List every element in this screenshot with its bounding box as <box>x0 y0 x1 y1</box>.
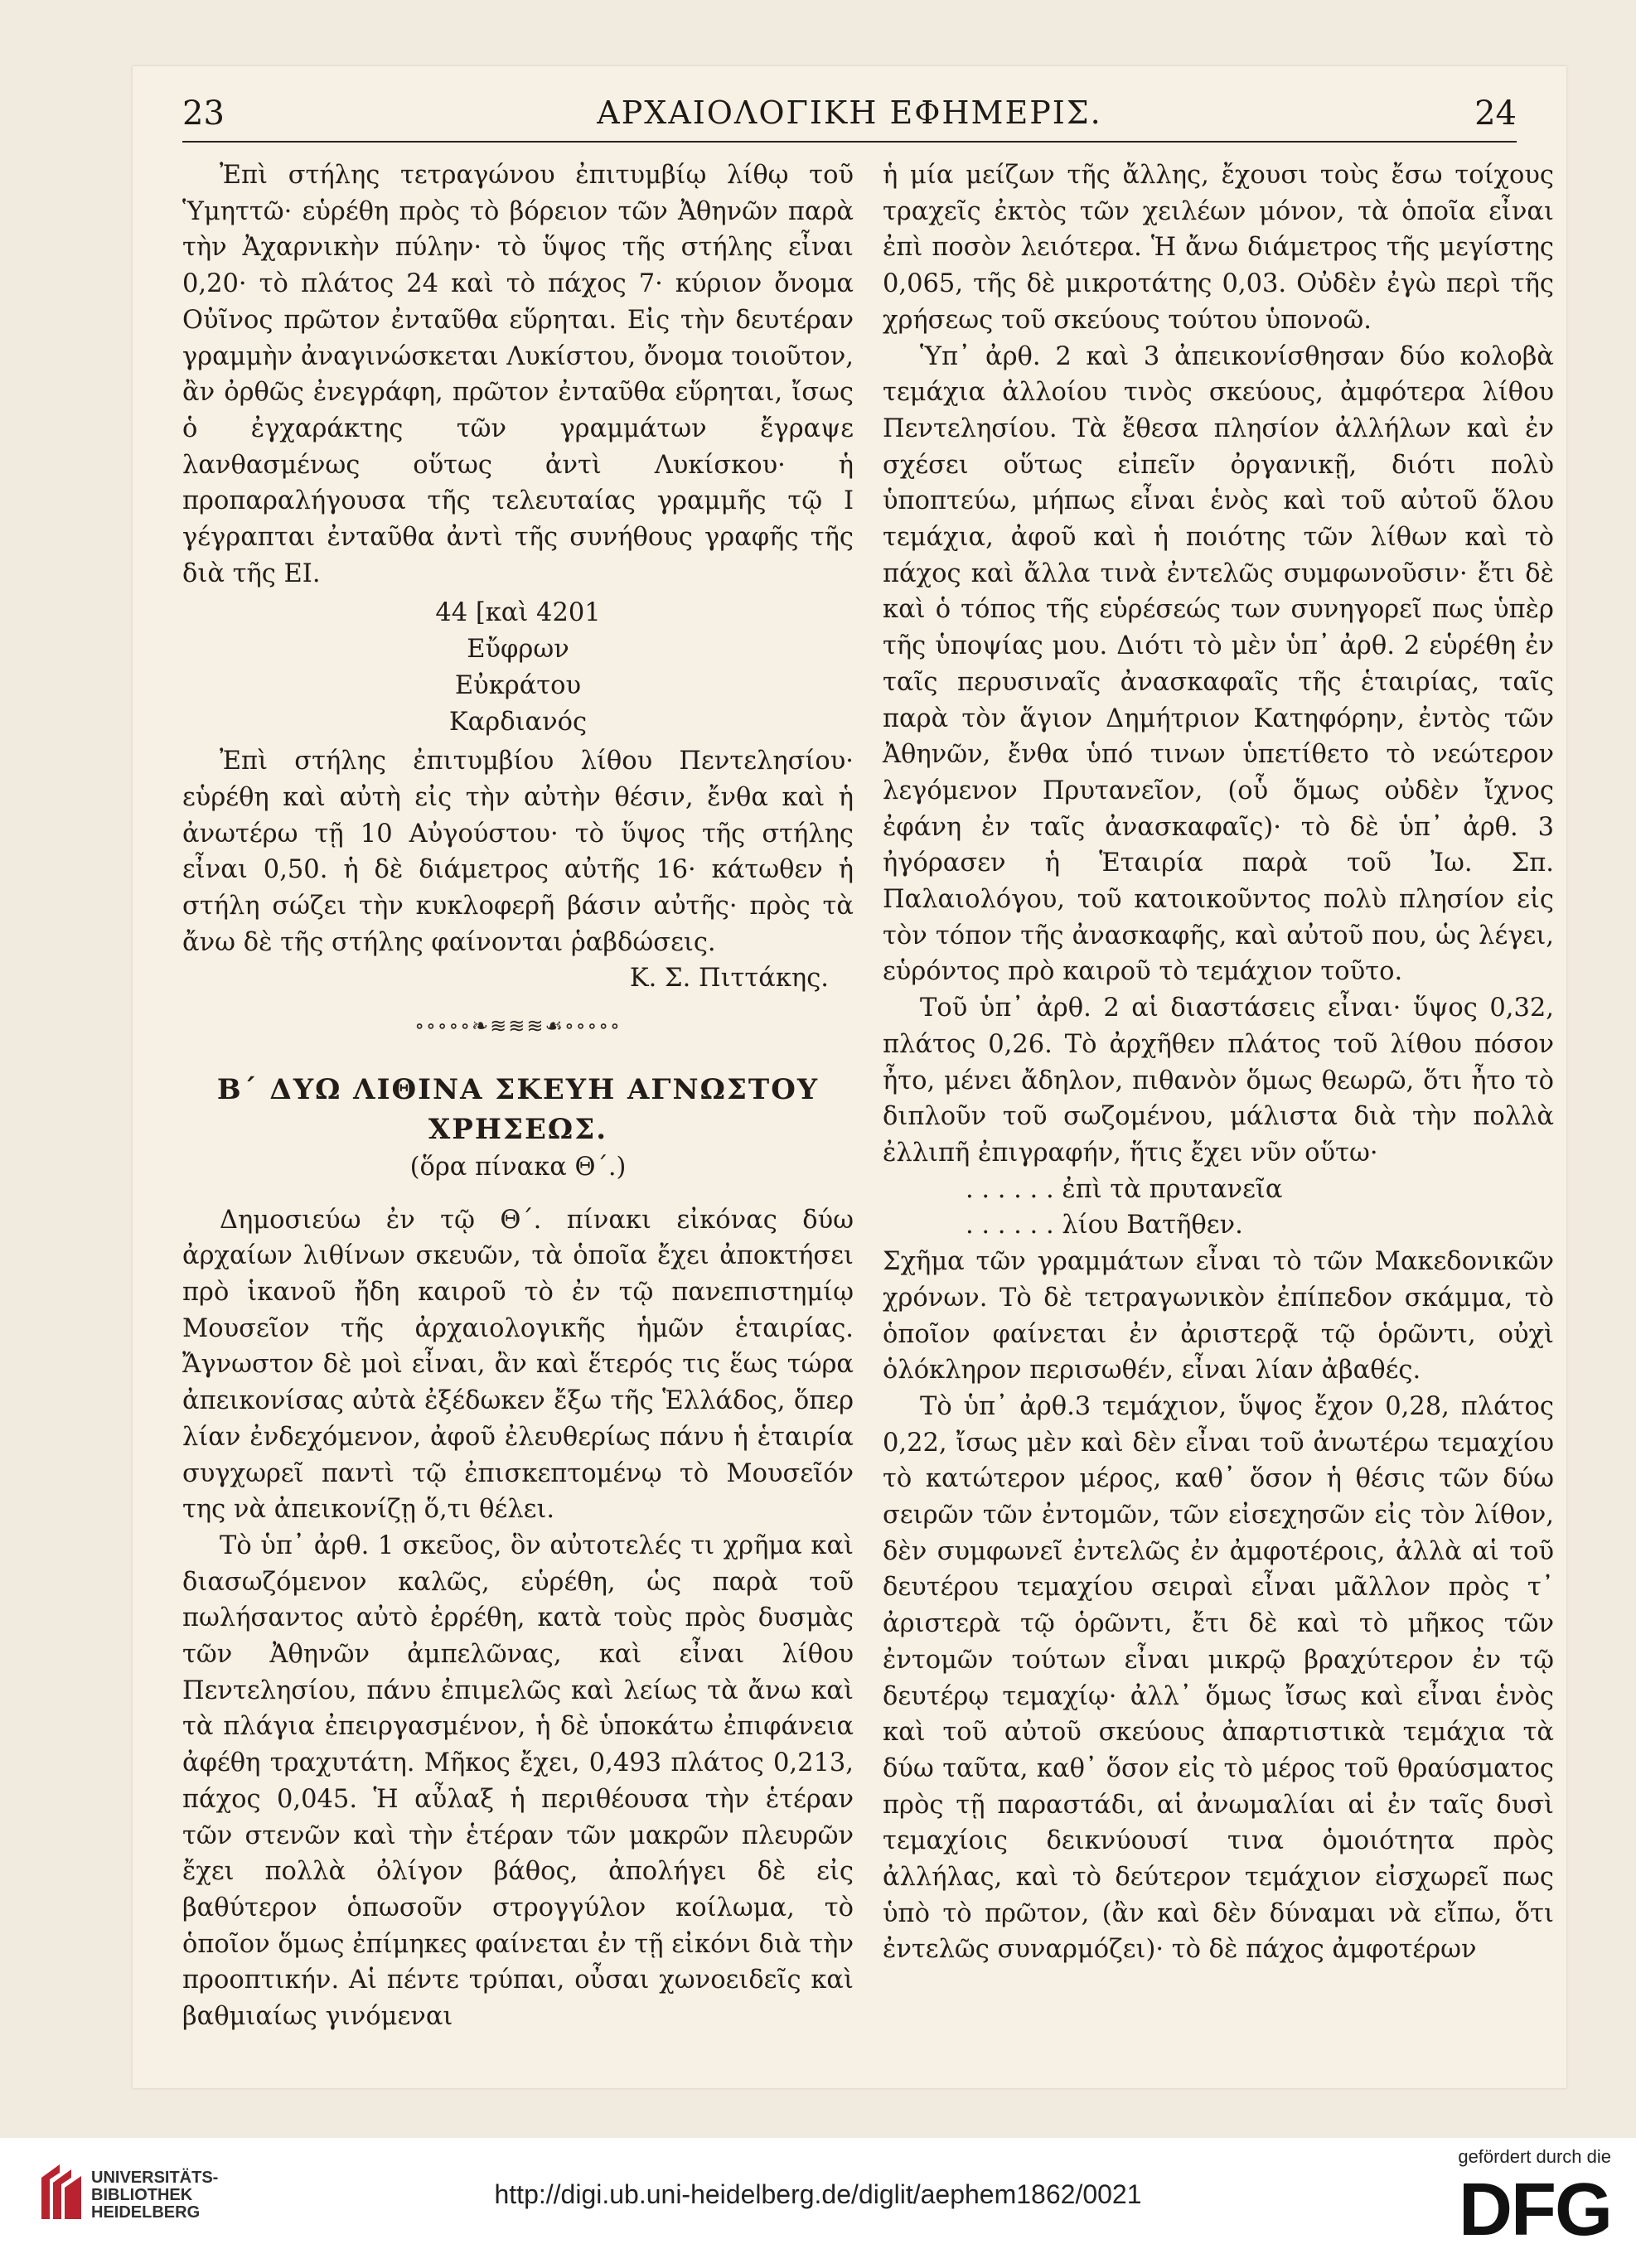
funded-by-label: gefördert durch die <box>1458 2146 1611 2167</box>
inscription-line: Εὔφρων <box>467 635 569 665</box>
plate-reference: (ὅρα πίνακα Θ΄.) <box>409 1152 627 1182</box>
library-name-line: BIBLIOTHEK <box>91 2186 193 2204</box>
paragraph: Σχῆμα τῶν γραμμάτων εἶναι τὸ τῶν Μακεδονικῶν χρόνων. Τὸ δὲ τετραγωνικὸν ἐπίπεδον σκάμμα, τὸ ὁποῖον φαίνεται ἐν ἀριστερᾷ τῷ ὁρῶντι, οὐχὶ ὁλόκληρον περισωθέν, εἶναι λίαν ἀβαθές. <box>883 1247 1554 1385</box>
section-ornament: ∘∘∘∘∘❧≋≋≋☙∘∘∘∘∘ <box>414 1014 622 1038</box>
paragraph: Τοῦ ὑπ᾿ ἀρθ. 2 αἱ διαστάσεις εἶναι· ὕψος 0,32, πλάτος 0,26. Τὸ ἀρχῆθεν πλάτος τοῦ λίθου πόσον ἦτο, μένει ἄδηλον, πιθανὸν ὅμως θεωρῶ, ὅτι ἦτο τὸ διπλοῦν τοῦ σωζομένου, μάλιστα διὰ τὴν πολλὰ ἐλλιπῆ ἐπιγραφήν, ἥτις ἔχει νῦν οὕτω· <box>883 994 1554 1168</box>
journal-page <box>133 66 1566 2088</box>
inscription-line: . . . . . . ἐπὶ τὰ πρυτανεῖα <box>966 1174 1283 1204</box>
footer <box>0 2138 1636 2268</box>
page-number-right: 24 <box>1474 94 1517 133</box>
paragraph: Ὑπ᾿ ἀρθ. 2 καὶ 3 ἀπεικονίσθησαν δύο κολοβὰ τεμάχια ἀλλοίου τινὸς σκεύους, ἀμφότερα λίθου Πεντελησίου. Τὰ ἔθεσα πλησίον ἀλλήλων καὶ ἐν σχέσει οὕτως εἰπεῖν ὀργανικῇ, διότι πολὺ ὑποπτεύω, μήπως εἶναι ἑνὸς καὶ τοῦ αὐτοῦ ὅλου τεμάχια, ἀφοῦ καὶ ἡ ποιότης τῶν λίθων καὶ τὸ πάχος καὶ ἄλλα τινὰ ἐντελῶς συμφωνοῦσιν· ἔτι δὲ καὶ ὁ τόπος τῆς εὑρέσεώς των συνηγορεῖ πως ὑπὲρ τῆς ὑποψίας μου. Διότι τὸ μὲν ὑπ᾿ ἀρθ. 2 εὑρέθη ἐν ταῖς περυσιναῖς ἀνασκαφαῖς τῆς ἑταιρίας, ταῖς παρὰ τὸν ἅγιον Δημήτριον Κατηφόρην, ἐντὸς τῶν Ἀθηνῶν, ἔνθα ὑπό τινων ὑπετίθετο τὸ νεώτερον λεγόμενον Πρυτανεῖον, (οὗ ὅμως οὐδὲν ἴχνος ἐφάνη ἐν ταῖς ἀνασκαφαῖς)· τὸ δὲ ὑπ᾿ ἀρθ. 3 ἠγόρασεν ἡ Ἑταιρία παρὰ τοῦ Ἰω. Σπ. Παλαιολόγου, τοῦ κατοικοῦντος πολὺ πλησίον εἰς τὸν τόπον τῆς ἀνασκαφῆς, καὶ αὐτοῦ που, ὡς λέγει, εὑρόντος πρὸ καιροῦ τὸ τεμάχιον τοῦτο. <box>883 341 1554 987</box>
library-name-line: UNIVERSITÄTS- <box>91 2169 219 2187</box>
page-number-left: 23 <box>182 94 225 133</box>
inscription-line: Καρδιανός <box>448 707 588 737</box>
library-name-line: HEIDELBERG <box>91 2203 201 2222</box>
source-url-link[interactable]: http://digi.ub.uni-heidelberg.de/diglit/aephem1862/0021 <box>494 2179 1142 2209</box>
inscription-line: . . . . . . λίου Βατῆθεν. <box>966 1211 1243 1240</box>
section-title-continued: ΧΡΗΣΕΩΣ. <box>428 1112 608 1146</box>
author-signature: Κ. Σ. Πιττάκης. <box>629 964 829 994</box>
running-title: ΑΡΧΑΙΟΛΟΓΙΚΗ ΕΦΗΜΕΡΙΣ. <box>597 94 1102 131</box>
paragraph: Τὸ ὑπ᾿ ἀρθ. 1 σκεῦος, ὃν αὐτοτελές τι χρῆμα καὶ διασωζόμενον καλῶς, εὑρέθη, ὡς παρὰ τοῦ πωλήσαντος αὐτὸ ἐρρέθη, κατὰ τοὺς πρὸς δυσμὰς τῶν Ἀθηνῶν ἀμπελῶνας, καὶ εἶναι λίθου Πεντελησίου, πάνυ ἐπιμελῶς καὶ λείως τὰ ἄνω καὶ τὰ πλάγια ἐπειργασμένον, ἡ δὲ ὑποκάτω ἐπιφάνεια ἀφέθη τραχυτάτη. Μῆκος ἔχει, 0,493 πλάτος 0,213, πάχος 0,045. Ἡ αὖλαξ ἡ περιθέουσα τὴν ἑτέραν τῶν στενῶν καὶ τὴν ἑτέραν τῶν μακρῶν πλευρῶν ἔχει πολλὰ ὀλίγον βάθος, ἀπολήγει δὲ εἰς βαθύτερον ὁπωσοῦν στρογγύλον κοίλωμα, τὸ ὁποῖον ὅμως ἐπίμηκες φαίνεται ἐν τῇ εἰκόνι διὰ τὴν προοπτικήν. Αἱ πέντε τρύπαι, οὖσαι χωνοειδεῖς καὶ βαθμιαίως γινόμεναι <box>182 1531 854 2032</box>
left-column <box>182 157 854 2035</box>
paragraph: Τὸ ὑπ᾿ ἀρθ.3 τεμάχιον, ὕψος ἔχον 0,28, πλάτος 0,22, ἴσως μὲν καὶ δὲν εἶναι τοῦ ἀνωτέρω τεμαχίου τὸ κατώτερον μέρος, καθ᾿ ὅσον ἡ θέσις τῶν δύω σειρῶν τῶν ἐντομῶν, τῶν εἰσεχησῶν εἰς τὸν λίθον, δὲν συμφωνεῖ ἐντελῶς ἐν ἀμφοτέροις, ἀλλὰ αἱ τοῦ δευτέρου τεμαχίου σειραὶ εἶναι μᾶλλον πρὸς τ᾿ ἀριστερὰ τῷ ὁρῶντι, ἔτι δὲ καὶ τὸ μῆκος τῶν ἐντομῶν τούτων εἶναι μικρῷ βραχύτερον ἐν τῷ δευτέρῳ τεμαχίῳ· ἀλλ᾿ ὅμως ἴσως καὶ εἶναι ἑνὸς καὶ τοῦ αὐτοῦ σκεύους ἀπαρτιστικὰ τεμάχια τὰ δύω ταῦτα, καθ᾿ ὅσον εἰς τὸ μέρος τοῦ θραύσματος πρὸς τῇ παραστάδι, αἱ ἀνωμαλίαι αἱ ἐν ταῖς δυσὶ τεμαχίοις δεικνύουσί τινα ὁμοιότητα πρὸς ἀλλήλας, καὶ τὸ δεύτερον τεμάχιον εἰσχωρεῖ πως ὑπὸ τὸ πρῶτον, (ἂν καὶ δὲν δύναμαι νὰ εἴπω, ὅτι ἐντελῶς συναρμόζει)· τὸ δὲ πάχος ἀμφοτέρων <box>883 1391 1554 1965</box>
section-title: Β΄ ΔΥΩ ΛΙΘΙΝΑ ΣΚΕΥΗ ΑΓΝΩΣΤΟΥ <box>216 1072 820 1106</box>
inscription <box>182 595 854 740</box>
paragraph: ἡ μία μείζων τῆς ἄλλης, ἔχουσι τοὺς ἔσω τοίχους τραχεῖς ἐκτὸς τῶν χειλέων μόνον, τὰ ὁποῖα εἶναι ἐπὶ ποσὸν λειότερα. Ἡ ἄνω διάμετρος τῆς μεγίστης 0,065, τῆς δὲ μικροτάτης 0,03. Οὐδὲν ἐγὼ περὶ τῆς χρήσεως τοῦ σκεύους τούτου ὑπονοῶ. <box>883 161 1554 335</box>
right-column <box>883 157 1554 1968</box>
paragraph: Ἐπὶ στήλης ἐπιτυμβίου λίθου Πεντελησίου· εὑρέθη καὶ αὐτὴ εἰς τὴν αὐτὴν θέσιν, ἔνθα καὶ ἡ ἀνωτέρω τῇ 10 Αὐγούστου· τὸ ὕψος τῆς στήλης εἶναι 0,50. ἡ δὲ διάμετρος αὐτῆς 16· κάτωθεν ἡ στήλη σώζει τὴν κυκλοφερῆ βάσιν αὐτῆς· πρὸς τὰ ἄνω δὲ τῆς στήλης φαίνονται ῥαβδώσεις. <box>182 747 854 957</box>
page-header <box>182 83 1517 143</box>
paragraph: Ἐπὶ στήλης τετραγώνου ἐπιτυμβίῳ λίθῳ τοῦ Ὑμηττῶ· εὑρέθη πρὸς τὸ βόρειον τῶν Ἀθηνῶν παρὰ τὴν Ἀχαρνικὴν πύλην· τὸ ὕψος τῆς στήλης εἶναι 0,20· τὸ πλάτος 24 καὶ τὸ πάχος 7· κύριον ὄνομα Οὐῖνος πρῶτον ἐνταῦθα εὕρηται. Εἰς τὴν δευτέραν γραμμὴν ἀναγινώσκεται Λυκίστου, ὄνομα τοιοῦτον, ἂν ὀρθῶς ἐνεγράφη, πρῶτον ἐνταῦθα εὕρηται, ἴσως ὁ ἐγχαράκτης τῶν γραμμάτων ἔγραψε λανθασμένως οὕτως ἀντὶ Λυκίσκου· ἡ προπαραλήγουσα τῆς τελευταίας γραμμῆς τῷ I γέγραπται ἐνταῦθα ἀντὶ τῆς συνήθους γραφῆς τῆς διὰ τῆς EI. <box>182 161 854 588</box>
inscription-line: 44 [καὶ 4201 <box>435 598 601 628</box>
paragraph: Δημοσιεύω ἐν τῷ Θ΄. πίνακι εἰκόνας δύω ἀρχαίων λιθίνων σκευῶν, τὰ ὁποῖα ἔχει ἀποκτήσει πρὸ ἱκανοῦ ἤδη καιροῦ τὸ ἐν τῷ πανεπιστημίῳ Μουσεῖον τῆς ἀρχαιολογικῆς ἡμῶν ἑταιρίας. Ἄγνωστον δὲ μοὶ εἶναι, ἂν καὶ ἕτερός τις ἕως τώρα ἀπεικονίσας αὐτὰ ἐξέδωκεν ἔξω τῆς Ἑλλάδος, ὅπερ λίαν ἐνδεχόμενον, ἀφοῦ ἐλευθερίως πάνυ ἡ ἑταιρία συγχωρεῖ παντὶ τῷ ἐπισκεπτομένῳ τὸ Μουσεῖόν της νὰ ἀπεικονίζῃ ὅ,τι θέλει. <box>182 1205 854 1525</box>
inscription-line: Εὐκράτου <box>454 670 582 700</box>
dfg-logo: DFG <box>1459 2169 1611 2251</box>
